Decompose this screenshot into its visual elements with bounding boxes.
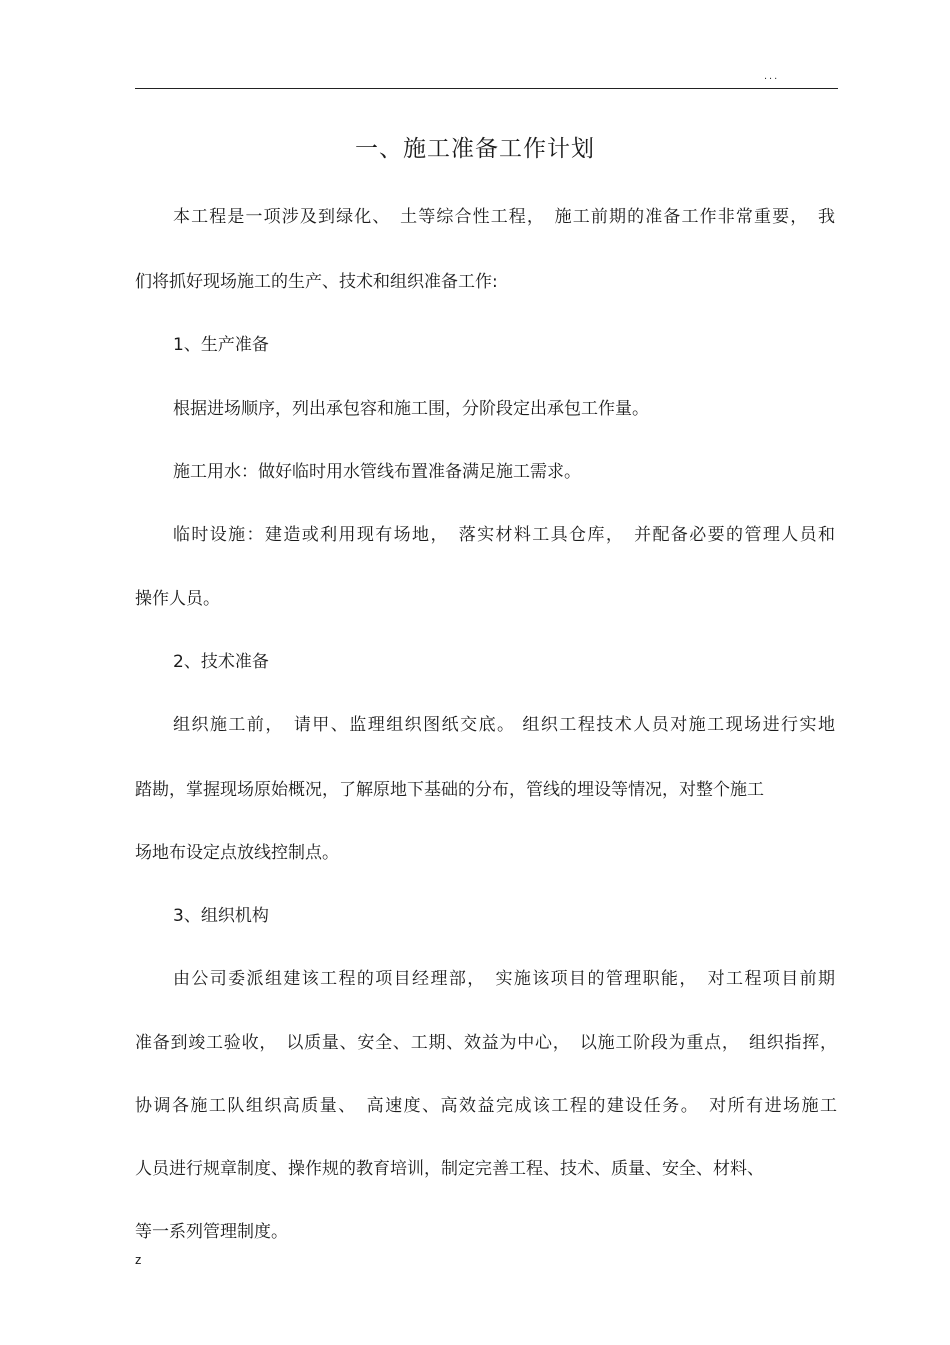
paragraph-line: 操作人员。 (135, 589, 220, 609)
paragraph-line: 施工用水：做好临时用水管线布置准备满足施工需求。 (173, 462, 581, 482)
paragraph-line: 本工程是一项涉及到绿化、 土等综合性工程， 施工前期的准备工作非常重要， 我 (173, 207, 835, 227)
paragraph-line: 等一系列管理制度。 (135, 1222, 288, 1242)
section-heading-technical: 2、技术准备 (173, 652, 269, 672)
paragraph-line: 组织施工前， 请甲、监理组织图纸交底。 组织工程技术人员对施工现场进行实地 (173, 715, 835, 735)
paragraph-line: 临时设施：建造或利用现有场地， 落实材料工具仓库， 并配备必要的管理人员和 (173, 525, 835, 545)
paragraph-line: 场地布设定点放线控制点。 (135, 843, 339, 863)
paragraph-line: 踏勘，掌握现场原始概况，了解原地下基础的分布，管线的埋设等情况，对整个施工 (135, 780, 764, 800)
footer-mark: z (135, 1252, 142, 1267)
paragraph-line: 们将抓好现场施工的生产、技术和组织准备工作: (135, 272, 498, 292)
section-heading-production: 1、生产准备 (173, 335, 269, 355)
paragraph-line: 人员进行规章制度、操作规的教育培训，制定完善工程、技术、质量、安全、材料、 (135, 1159, 764, 1179)
paragraph-line: 根据进场顺序，列出承包容和施工围，分阶段定出承包工作量。 (173, 399, 649, 419)
paragraph-line: 由公司委派组建该工程的项目经理部， 实施该项目的管理职能， 对工程项目前期 (173, 969, 835, 989)
header-rule (135, 88, 838, 89)
paragraph-line: 准备到竣工验收， 以质量、安全、工期、效益为中心， 以施工阶段为重点， 组织指挥， (135, 1033, 837, 1053)
paragraph-line: 协调各施工队组织高质量、 高速度、高效益完成该工程的建设任务。 对所有进场施工 (135, 1096, 837, 1116)
header-dots: ... (764, 70, 780, 82)
section-heading-organization: 3、组织机构 (173, 906, 269, 926)
page-title: 一、施工准备工作计划 (355, 136, 595, 162)
